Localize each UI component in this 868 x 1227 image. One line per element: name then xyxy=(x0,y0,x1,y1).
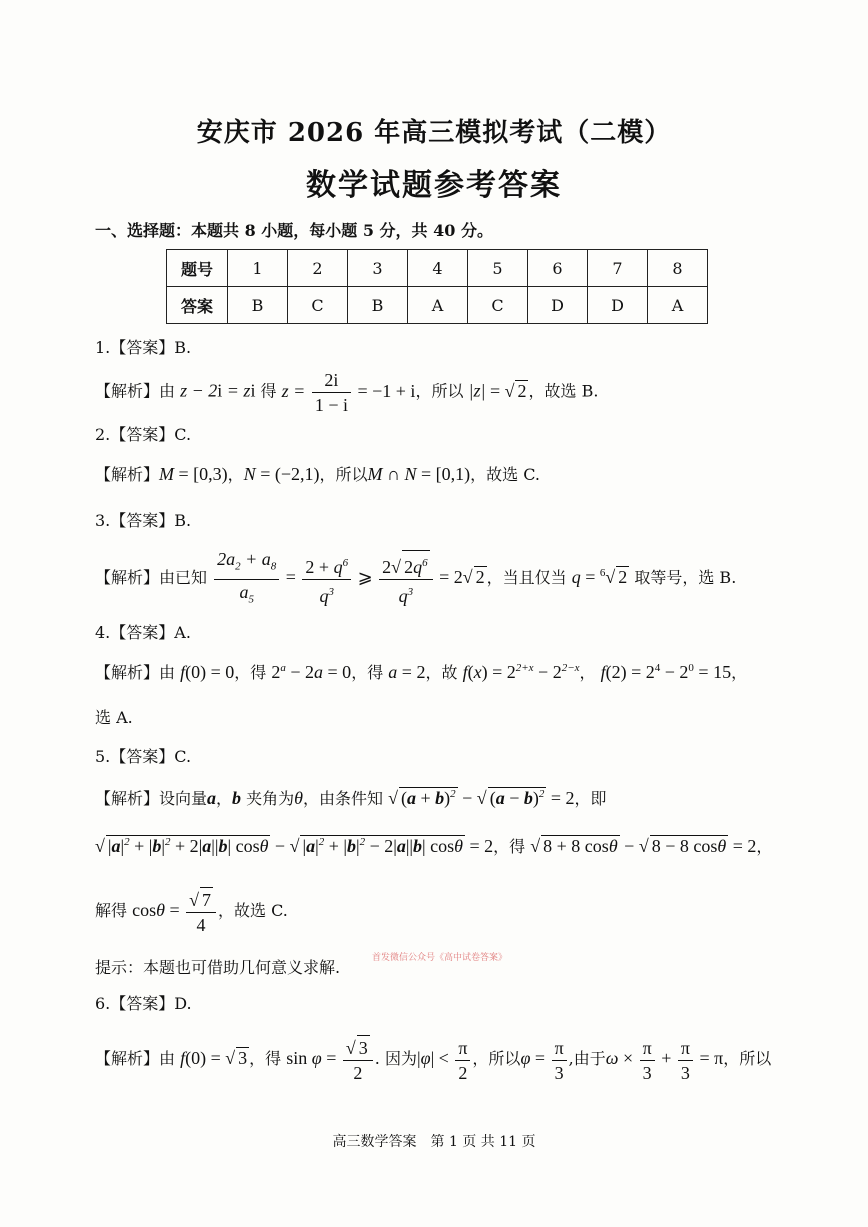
q2-mid-text: ，所以 xyxy=(319,465,368,484)
table-cell: D xyxy=(588,287,648,324)
q6-formula-5: ω × $\frac{\pi}{3}$ + $\frac{\pi}{3}$ = π xyxy=(605,1037,724,1083)
q6-formula: f(0) = √ 3 xyxy=(180,1048,248,1069)
q4-formula-2: 2$^a$ − 2a = 0 xyxy=(271,662,352,682)
table-cell: 6 xyxy=(528,250,588,287)
q4-analysis-cont: 选 A. xyxy=(95,708,133,727)
q6-end-text: ，所以 xyxy=(723,1049,772,1069)
q2-analysis-label: 【解析】 xyxy=(95,465,160,484)
q5-formula-4: cosθ = $\frac{√ 7}{4}$ xyxy=(132,900,218,920)
q4-formula-4: $f(x) = 2^{2+x} - 2^{2-x}$ xyxy=(462,662,580,682)
q6-analysis xyxy=(95,1035,771,1085)
table-cell: 5 xyxy=(468,250,528,287)
table-cell: A xyxy=(648,287,708,324)
q3-mid-text: ，当且仅当 xyxy=(486,568,567,588)
table-cell: B xyxy=(348,287,408,324)
q1-analysis-label: 【解析】由 xyxy=(95,381,176,401)
table-cell: 2 xyxy=(288,250,348,287)
q5-line3-end: ，故选 C. xyxy=(218,901,288,921)
section-heading: 一、选择题：本题共 8 小题，每小题 5 分，共 40 分。 xyxy=(95,221,493,240)
q3-formula-2: q = $^6$√ 2 xyxy=(571,567,628,588)
q3-analysis xyxy=(95,547,736,611)
table-cell: A xyxy=(408,287,468,324)
q4-formula: f(0) = 0 xyxy=(180,662,235,682)
q6-analysis-label: 【解析】由 xyxy=(95,1049,176,1069)
q5-line2-text: ，得 xyxy=(493,837,526,856)
q1-analysis xyxy=(95,368,598,417)
table-cell: 1 xyxy=(228,250,288,287)
q2-analysis: 【解析】M = [0,3)，N = (−2,1)，所以M ∩ N = [0,1)，故选 C. xyxy=(95,464,540,484)
answer-table xyxy=(166,249,708,324)
table-row-label: 题号 xyxy=(167,250,228,287)
q5-line2: √ $|a|^2 + |b|^2 + 2|a||b|$ cosθ − √ $|a|^2 + |b|^2 - 2|a||b|$ cosθ = 2，得 √ 8 + 8 cosθ − √ 8 − 8 cosθ = 2， xyxy=(95,836,773,856)
q1-answer: 1.【答案】B. xyxy=(95,338,192,357)
q5-theta: θ xyxy=(294,788,303,808)
q3-analysis-label: 【解析】由已知 xyxy=(95,568,208,588)
q6-mid-text-4: ,由于 xyxy=(568,1049,606,1069)
q6-formula-3: |φ| < $\frac{\pi}{2}$ xyxy=(417,1048,472,1068)
q3-answer: 3.【答案】B. xyxy=(95,511,192,530)
table-cell: D xyxy=(528,287,588,324)
table-row-label: 答案 xyxy=(167,287,228,324)
q5-analysis: 【解析】设向量a，b 夹角为θ，由条件知 √ $(a + b)^2$ − √ $(a - b)^2 = 2$，即 xyxy=(95,788,607,808)
q5-formula-2: √ $|a|^2 + |b|^2 + 2|a||b|$ cosθ − √ $|a|^2 + |b|^2 - 2|a||b|$ cosθ = 2 xyxy=(95,836,494,856)
q4-mid-text-3: ，故 xyxy=(425,663,458,682)
table-cell: B xyxy=(228,287,288,324)
table-cell: 4 xyxy=(408,250,468,287)
q1-formula-2: z = $\frac{2i}{1 - i}$ = −1 + i xyxy=(281,370,416,415)
q6-mid-text-2: . 因为 xyxy=(374,1049,417,1069)
q5-end-text: ，即 xyxy=(574,789,607,808)
q6-mid-text-3: ，所以 xyxy=(472,1049,521,1069)
q5-hint: 提示：本题也可借助几何意义求解. xyxy=(95,958,341,977)
q6-formula-4: φ = $\frac{\pi}{3}$ xyxy=(520,1048,568,1068)
q5-answer: 5.【答案】C. xyxy=(95,747,192,766)
q5-vec-a: a xyxy=(207,788,217,808)
q1-formula: z − 2i = zi xyxy=(180,380,256,401)
table-cell: C xyxy=(288,287,348,324)
q6-formula-2: sin φ = $\frac{√ 3}{2}$ xyxy=(286,1048,375,1068)
document-title: 安庆市 2026 年高三模拟考试（二模） xyxy=(196,118,672,148)
document-subtitle: 数学试题参考答案 xyxy=(306,168,562,203)
q4-formula-3: a = 2 xyxy=(388,662,426,682)
q3-formula: $\frac{2a_2 + a_8}{a_5}$ = $\frac{2 + q^6}{q^3}$ ⩾ $\frac{2√ 2q^6}{q^3}$ = 2√ 2 xyxy=(212,567,486,587)
q3-end-text: 取等号，选 B. xyxy=(634,568,737,588)
watermark-text: 首发微信公众号《高中试卷答案》 xyxy=(372,953,508,963)
table-row xyxy=(167,250,708,287)
q1-formula-3: |z| = √ 2 xyxy=(468,380,527,401)
q4-analysis-label: 【解析】由 xyxy=(95,663,176,682)
table-cell: 3 xyxy=(348,250,408,287)
q4-mid-text-2: ，得 xyxy=(351,663,384,682)
q6-mid-text: ，得 xyxy=(249,1049,282,1069)
q6-answer: 6.【答案】D. xyxy=(95,994,192,1013)
q5-formula-3: √ 8 + 8 cosθ − √ 8 − 8 cosθ = 2 xyxy=(530,836,757,856)
q2-formula-3: M ∩ N = [0,1) xyxy=(367,464,471,484)
table-cell: 7 xyxy=(588,250,648,287)
q2-formula-2: N = (−2,1) xyxy=(243,464,320,484)
q2-end-text: ，故选 C. xyxy=(470,465,540,484)
q4-formula-5: $f(2) = 2^4 - 2^0 = 15$ xyxy=(600,662,732,682)
q2-answer: 2.【答案】C. xyxy=(95,425,192,444)
q5-mid-text: 夹角为 xyxy=(246,789,295,808)
q4-answer: 4.【答案】A. xyxy=(95,623,191,642)
q5-vec-b: b xyxy=(232,788,242,808)
q1-end-text: ，故选 B. xyxy=(528,381,599,401)
q5-formula: √ $(a + b)^2$ − √ $(a - b)^2 = 2$ xyxy=(388,788,575,808)
q5-analysis-label: 【解析】设向量 xyxy=(95,789,208,808)
q4-analysis: 【解析】由 f(0) = 0，得 2$^a$ − 2a = 0，得 a = 2，故 $f(x) = 2^{2+x} - 2^{2-x}$， $f(2) = 2^4 - 2^0 = 15$， xyxy=(95,662,748,682)
q1-de: 得 xyxy=(260,381,277,401)
q1-mid-text: ，所以 xyxy=(415,381,464,401)
page-footer: 高三数学答案 第 1 页 共 11 页 xyxy=(332,1134,536,1150)
q5-line3-label: 解得 xyxy=(95,901,128,921)
q2-formula: M = [0,3) xyxy=(159,464,228,484)
q4-mid-text: ，得 xyxy=(234,663,267,682)
q5-line3 xyxy=(95,887,288,937)
table-row xyxy=(167,287,708,324)
table-cell: C xyxy=(468,287,528,324)
q5-mid-text-2: ，由条件知 xyxy=(302,789,383,808)
table-cell: 8 xyxy=(648,250,708,287)
